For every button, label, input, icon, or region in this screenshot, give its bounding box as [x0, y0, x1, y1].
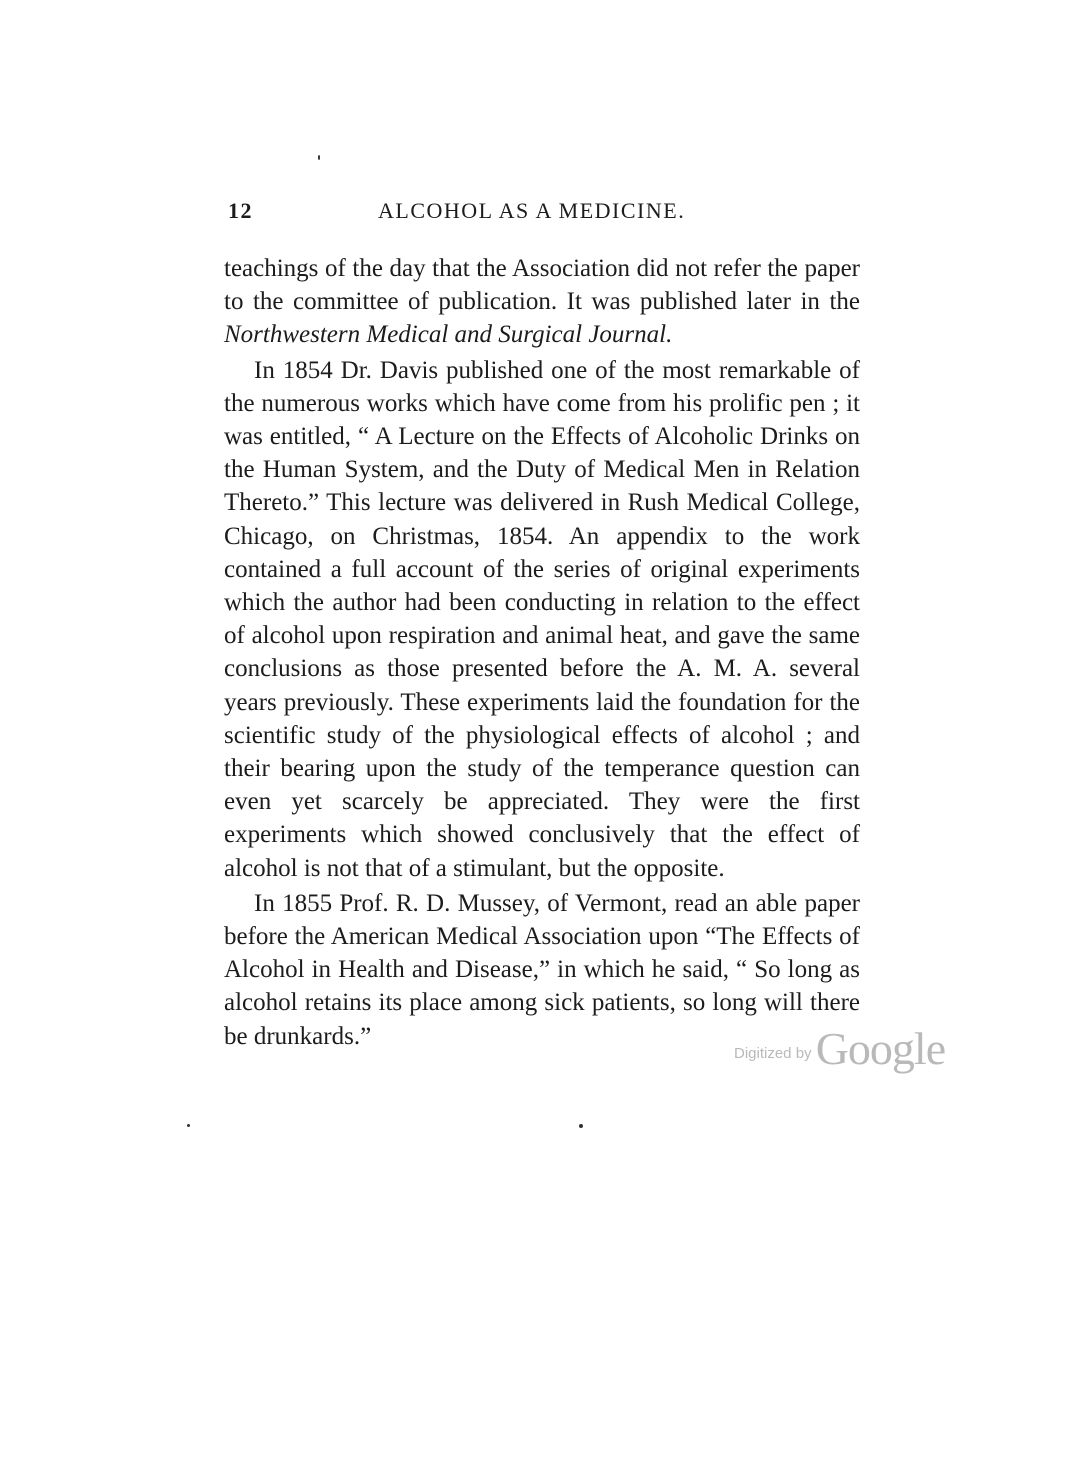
running-title: ALCOHOL AS A MEDICINE.: [378, 198, 686, 223]
page-number: 12: [228, 198, 253, 223]
ink-speck: [187, 1124, 190, 1127]
ink-speck: [318, 155, 320, 160]
paragraph-text: teachings of the day that the Association did not refer the paper to the committee of publication. It was published later in the: [224, 255, 860, 316]
paragraph-continued: [224, 252, 860, 352]
paragraph-mussey-paper: In 1855 Prof. R. D. Mussey, of Vermont, read an able paper before the American Medical Association upon “The Effects of Alcohol in Health and Disease,” in which he said, “ So long as alcohol retains its place among sick patients, so long will there be drunkards.”: [224, 889, 860, 1050]
body-text: [224, 252, 860, 1053]
journal-title: Northwestern Medical and Surgical Journal.: [224, 321, 673, 349]
watermark-prefix: Digitized by: [734, 1045, 816, 1062]
page-header: [228, 198, 860, 232]
ink-speck: [579, 1124, 583, 1128]
watermark-logo: Google: [815, 1023, 946, 1074]
digitization-watermark: [734, 1022, 945, 1075]
paragraph-davis-lecture: In 1854 Dr. Davis published one of the most remarkable of the numerous works which have come from his prolific pen ; it was entitled, “ A Lecture on the Effects of Alcoholic Drinks on the Human System, and the Duty of Medical Men in Relation Thereto.” This lecture was delivered in Rush Medical College, Chicago, on Christmas, 1854. An appendix to the work contained a full account of the series of original experiments which the author had been conducting in relation to the effect of alcohol upon respiration and animal heat, and gave the same conclusions as those presented before the A. M. A. several years previously. These experiments laid the foundation for the scientific study of the physiological effects of alcohol ; and their bearing upon the study of the temperance question can even yet scarcely be appreciated. They were the first experiments which showed conclusively that the effect of alcohol is not that of a stimulant, but the opposite.: [224, 356, 860, 882]
